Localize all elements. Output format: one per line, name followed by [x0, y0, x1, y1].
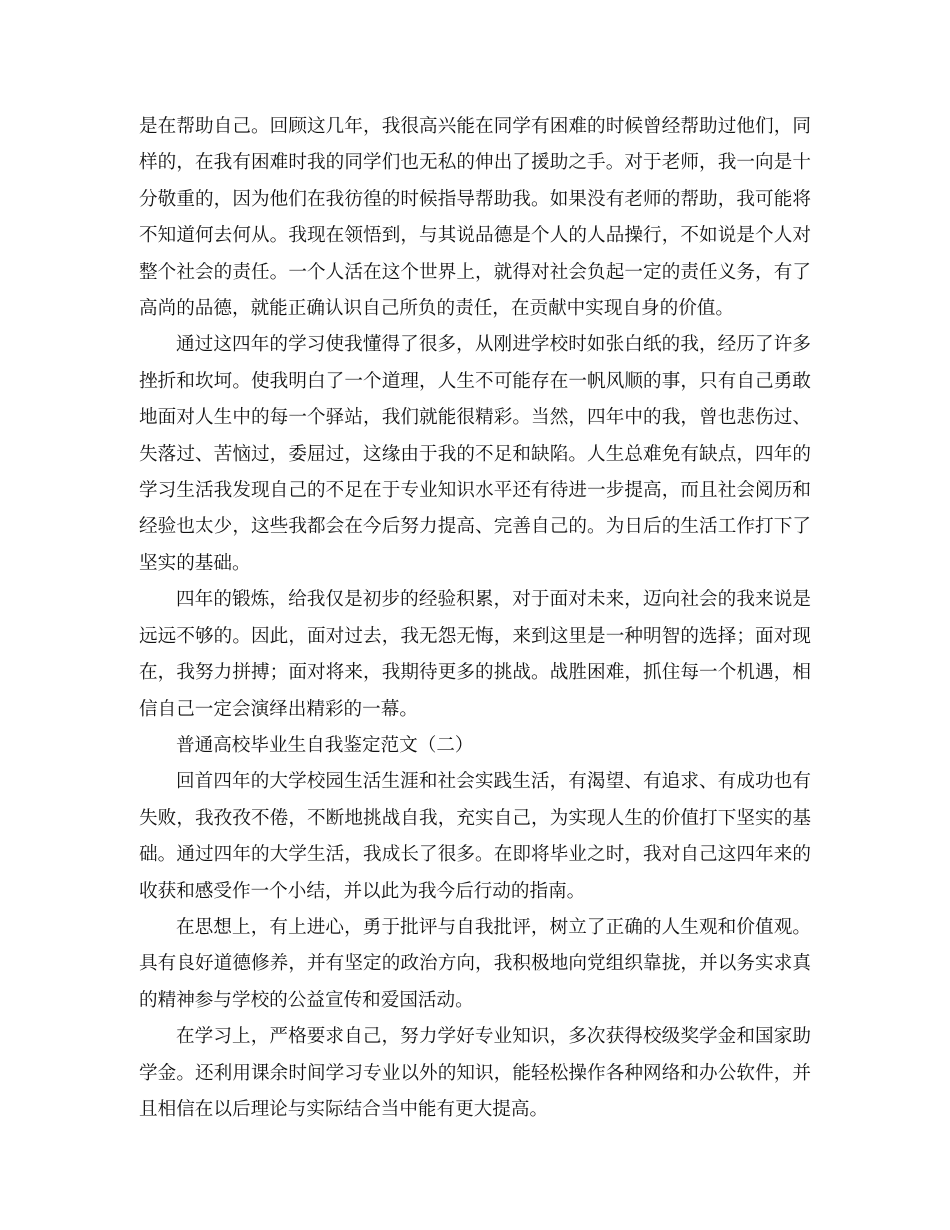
document-body: [139, 109, 811, 1128]
paragraph-ideology: 在思想上，有上进心，勇于批评与自我批评，树立了正确的人生观和价值观。具有良好道德修养，并有坚定的政治方向，我积极地向党组织靠拢，并以务实求真的精神参与学校的公益宣传和爱国活动。: [139, 916, 811, 1011]
paragraph-learning: 在学习上，严格要求自己，努力学好专业知识，多次获得校级奖学金和国家助学金。还利用课余时间学习专业以外的知识，能轻松操作各种网络和办公软件，并且相信在以后理论与实际结合当中能有更大提高。: [139, 1026, 811, 1120]
section-heading: 普通高校毕业生自我鉴定范文（二）: [176, 734, 474, 756]
paragraph-study-growth: 通过这四年的学习使我懂得了很多，从刚进学校时如张白纸的我，经历了许多挫折和坎坷。使我明白了一个道理，人生不可能存在一帆风顺的事，只有自己勇敢地面对人生中的每一个驿站，我们就能很精彩。当然，四年中的我，曾也悲伤过、失落过、苦恼过，委屈过，这缘由于我的不足和缺陷。人生总难免有缺点，四年的学习生活我发现自己的不足在于专业知识水平还有待进一步提高，而且社会阅历和经验也太少，这些我都会在今后努力提高、完善自己的。为日后的生活工作打下了坚实的基础。: [139, 334, 811, 574]
paragraph-training-future: 四年的锻炼，给我仅是初步的经验积累，对于面对未来，迈向社会的我来说是远远不够的。因此，面对过去，我无怨无悔，来到这里是一种明智的选择；面对现在，我努力拼搏；面对将来，我期待更多的挑战。战胜困难，抓住每一个机遇，相信自己一定会演绎出精彩的一幕。: [139, 589, 811, 720]
paragraph-review-four-years: 回首四年的大学校园生活生涯和社会实践生活，有渴望、有追求、有成功也有失败，我孜孜不倦，不断地挑战自我，充实自己，为实现人生的价值打下坚实的基础。通过四年的大学生活，我成长了很多。在即将毕业之时，我对自己这四年来的收获和感受作一个小结，并以此为我今后行动的指南。: [139, 771, 811, 902]
paragraph-continuation: 是在帮助自己。回顾这几年，我很高兴能在同学有困难的时候曾经帮助过他们，同样的，在我有困难时我的同学们也无私的伸出了援助之手。对于老师，我一向是十分敬重的，因为他们在我彷徨的时候指导帮助我。如果没有老师的帮助，我可能将不知道何去何从。我现在领悟到，与其说品德是个人的人品操行，不如说是个人对整个社会的责任。一个人活在这个世界上，就得对社会负起一定的责任义务，有了高尚的品德，就能正确认识自己所负的责任，在贡献中实现自身的价值。: [139, 116, 811, 320]
